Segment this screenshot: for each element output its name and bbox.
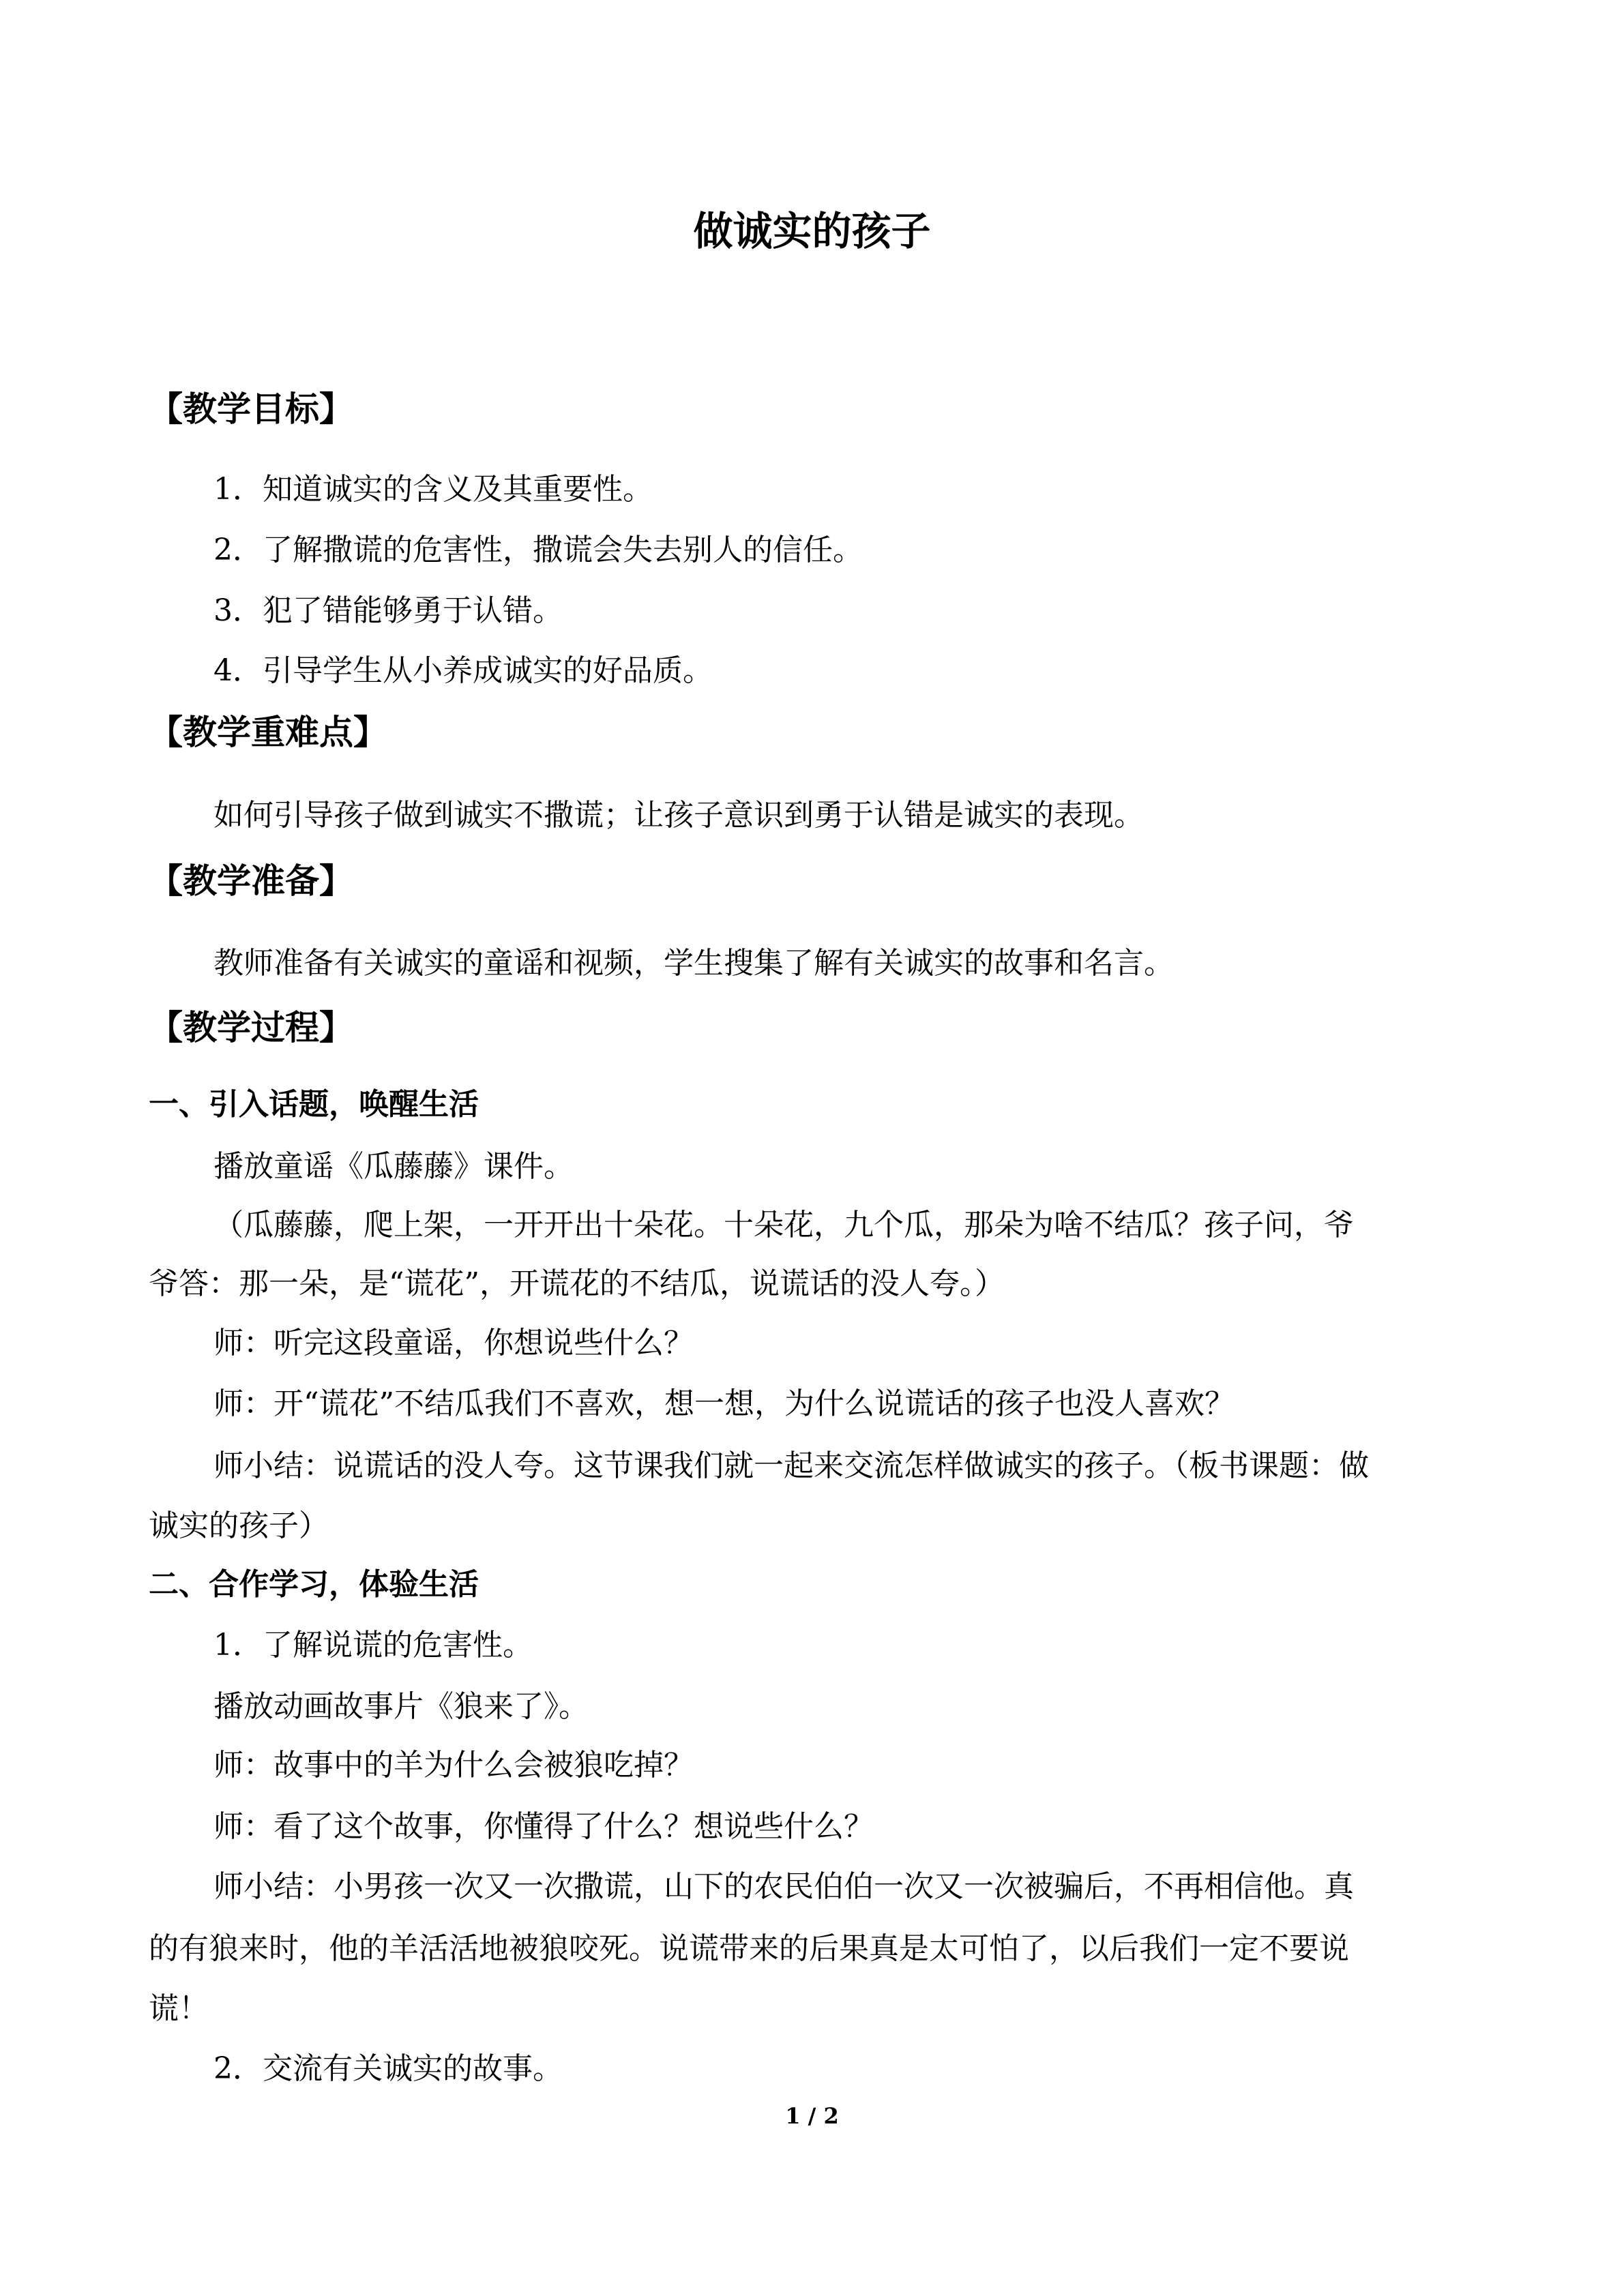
objective-item: 3．犯了错能够勇于认错。	[213, 593, 563, 628]
key-points-text: 如何引导孩子做到诚实不撒谎；让孩子意识到勇于认错是诚实的表现。	[213, 798, 1144, 833]
process-line: 播放动画故事片《狼来了》。	[213, 1689, 589, 1724]
process-line: 播放童谣《瓜藤藤》课件。	[213, 1149, 574, 1184]
process-line: 1．了解说谎的危害性。	[213, 1628, 533, 1663]
objective-item: 2．了解撒谎的危害性，撒谎会失去别人的信任。	[213, 533, 863, 567]
process-line: （瓜藤藤，爬上架，一开开出十朵花。十朵花，九个瓜，那朵为啥不结瓜？孩子问，爷	[213, 1208, 1354, 1242]
heading-objectives: 【教学目标】	[149, 389, 353, 429]
document-title: 做诚实的孩子	[693, 208, 931, 254]
process-line: 爷答：那一朵，是“谎花”，开谎花的不结瓜，说谎话的没人夸。）	[149, 1266, 1005, 1301]
preparation-text: 教师准备有关诚实的童谣和视频，学生搜集了解有关诚实的故事和名言。	[213, 946, 1174, 981]
process-line: 2．交流有关诚实的故事。	[213, 2051, 563, 2086]
process-line: 的有狼来时，他的羊活活地被狼咬死。说谎带来的后果真是太可怕了，以后我们一定不要说	[149, 1931, 1349, 1966]
process-line: 诚实的孩子）	[149, 1508, 329, 1543]
page-number: 1 / 2	[785, 2103, 839, 2129]
process-line: 师小结：说谎话的没人夸。这节课我们就一起来交流怎样做诚实的孩子。（板书课题：做	[213, 1448, 1369, 1483]
process-part2-title: 二、合作学习，体验生活	[149, 1567, 479, 1602]
process-line: 师：看了这个故事，你懂得了什么？想说些什么？	[213, 1809, 874, 1844]
objective-item: 4．引导学生从小养成诚实的好品质。	[213, 653, 713, 688]
process-line: 师：听完这段童谣，你想说些什么？	[213, 1326, 694, 1360]
process-part1-title: 一、引入话题，唤醒生活	[149, 1087, 479, 1122]
objective-item: 1．知道诚实的含义及其重要性。	[213, 472, 653, 507]
process-line: 师：故事中的羊为什么会被狼吃掉？	[213, 1748, 694, 1783]
heading-key-points: 【教学重难点】	[149, 712, 387, 752]
process-line: 师小结：小男孩一次又一次撒谎，山下的农民伯伯一次又一次被骗后，不再相信他。真	[213, 1869, 1354, 1904]
process-line: 谎！	[149, 1991, 209, 2026]
heading-preparation: 【教学准备】	[149, 861, 353, 901]
heading-process: 【教学过程】	[149, 1007, 353, 1047]
process-line: 师：开“谎花”不结瓜我们不喜欢，想一想，为什么说谎话的孩子也没人喜欢？	[213, 1386, 1235, 1421]
